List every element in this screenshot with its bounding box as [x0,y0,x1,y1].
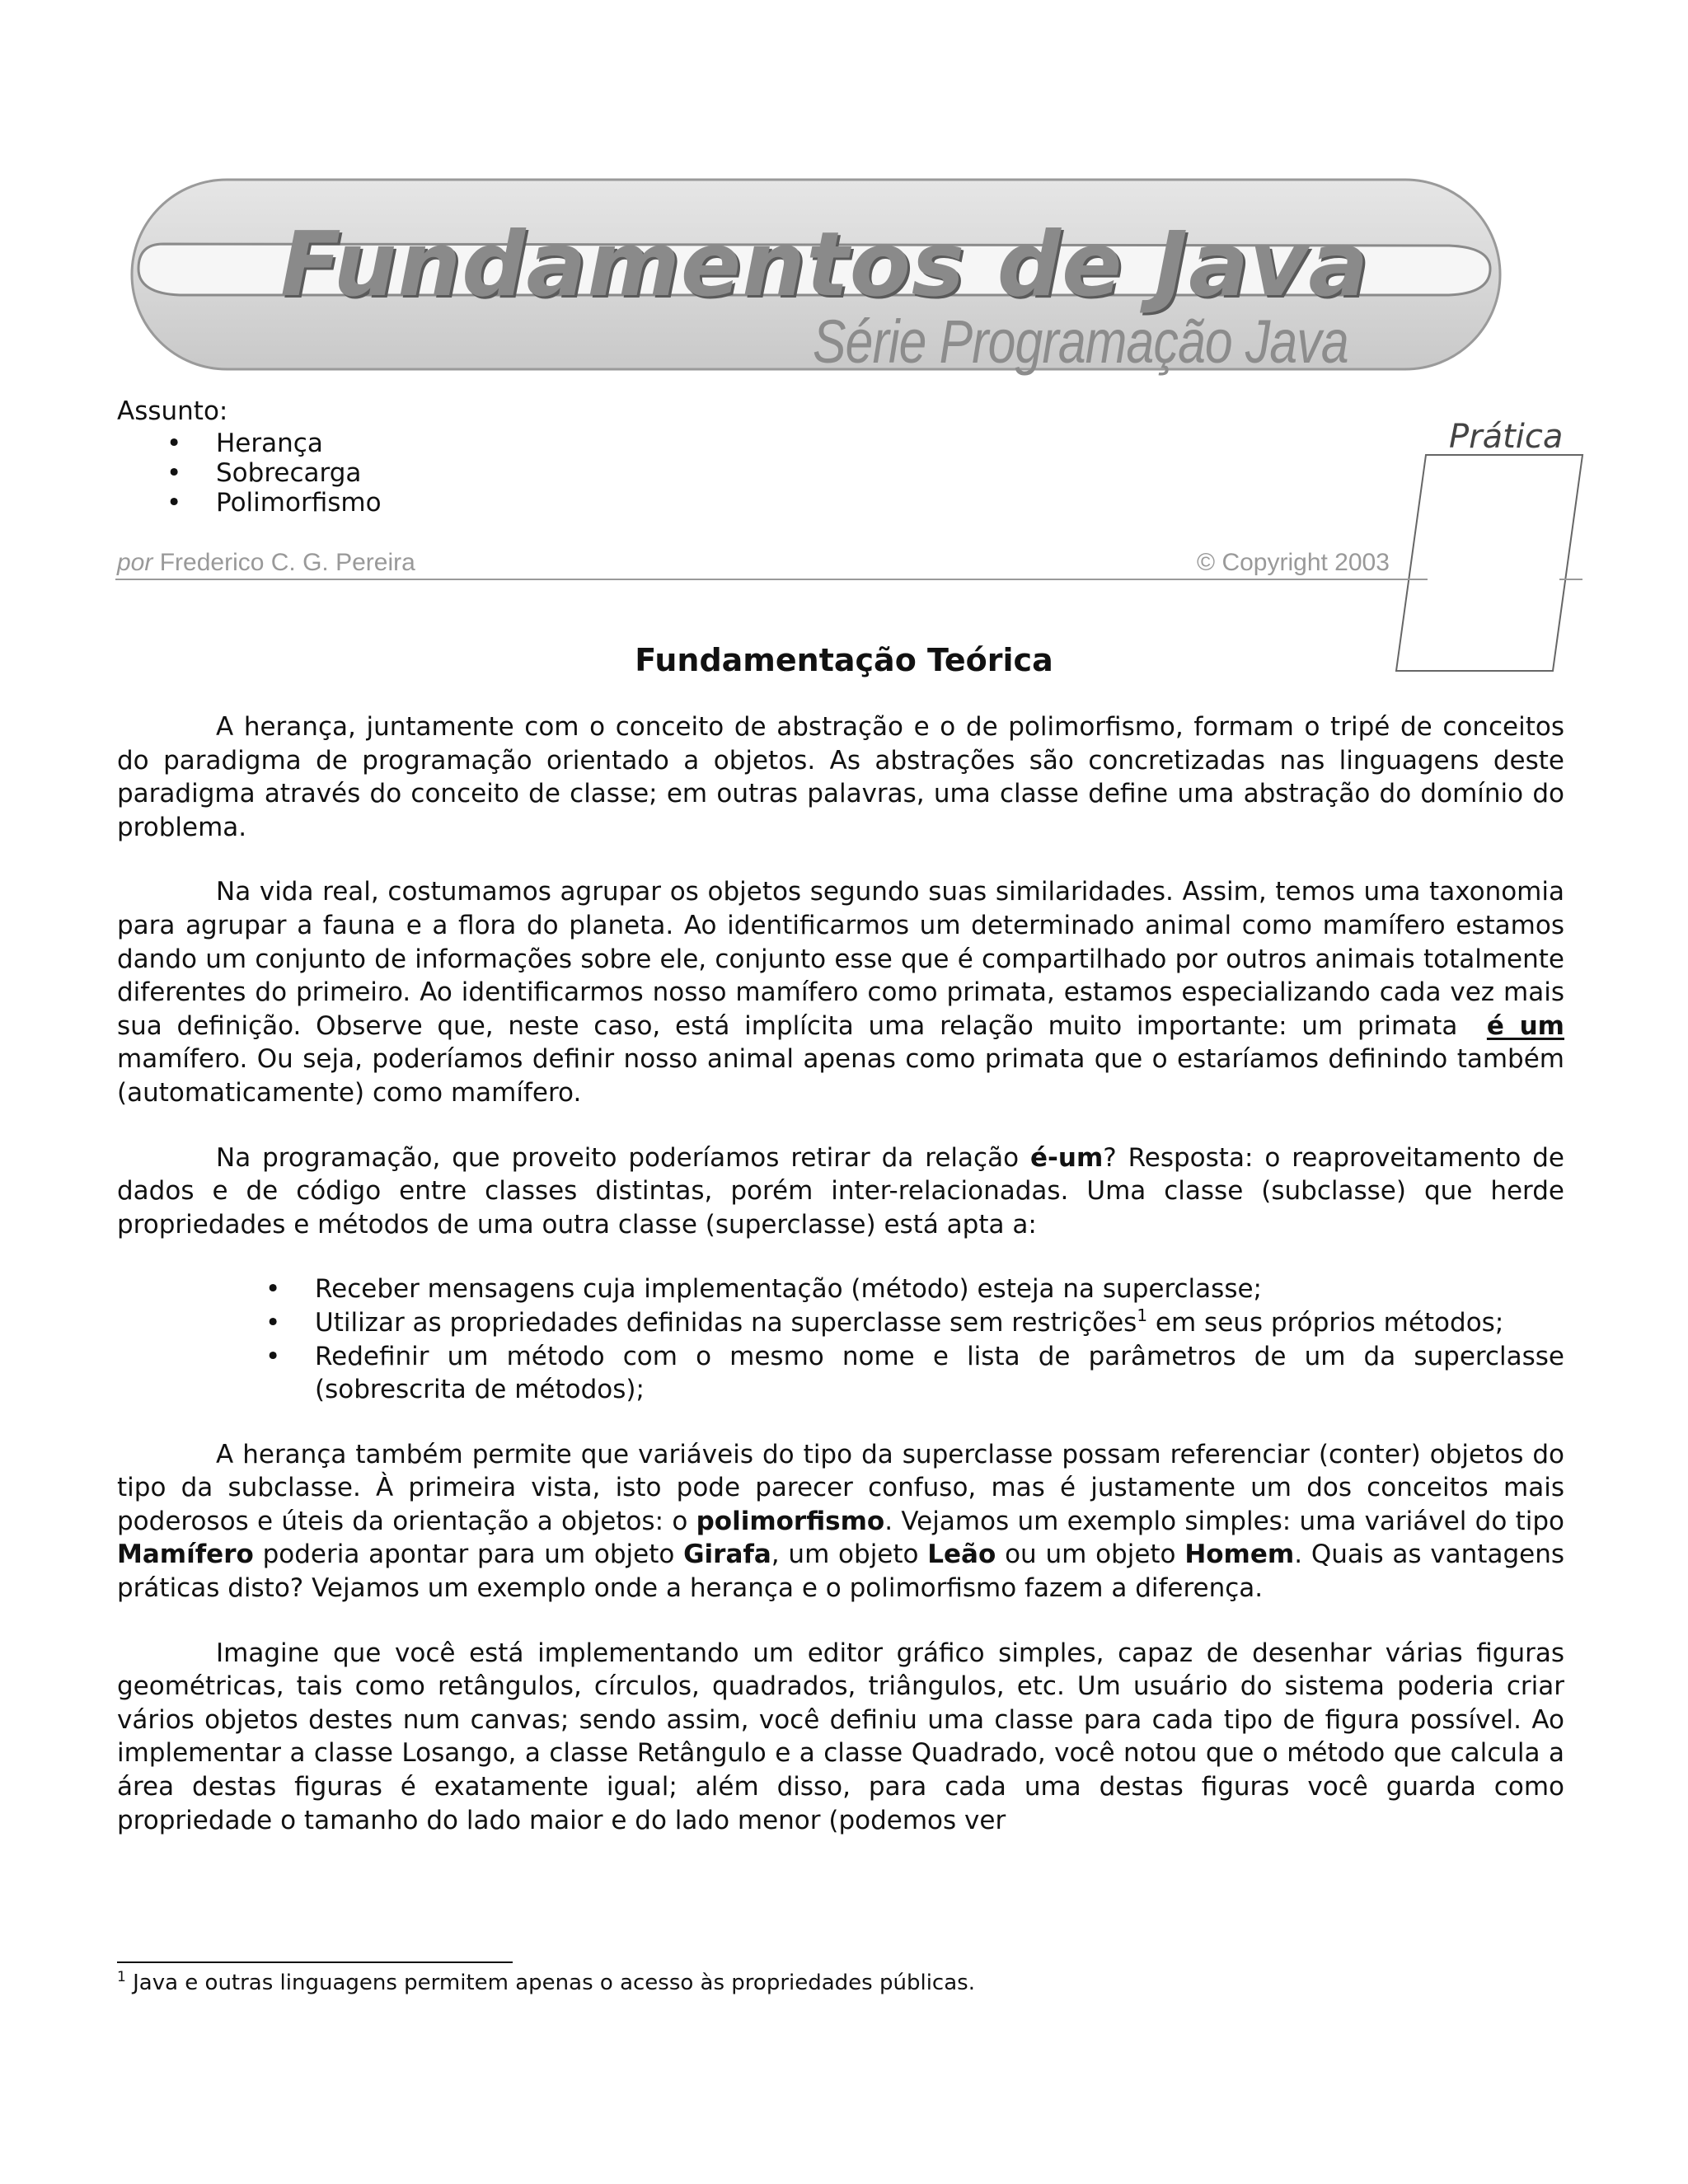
subject-item: • Herança [162,429,382,458]
paragraph: Na vida real, costumamos agrupar os objetos segundo suas similaridades. Assim, temos uma taxonomia para agrupar a fauna e a flora do planeta. Ao identificarmos um determinado animal como mamífero estamos dando um conjunto de informações sobre ele, conjunto esse que é compartilhado por outros animais totalmente diferentes do primeiro. Ao identificarmos nosso mamífero como primata, estamos especializando cada vez mais sua definição. Observe que, neste caso, está implícita uma relação muito importante: um primata é um mamífero. Ou seja, poderíamos definir nosso animal apenas como primata que o estaríamos definindo também (automaticamente) como mamífero. [117,877,1564,1108]
emphasis-e-um-2: é-um [1029,1142,1104,1173]
paragraph: Na programação, que proveito poderíamos retirar da relação é-um? Resposta: o reaproveitamento de dados e de código entre classes distintas, porém inter-relacionadas. Uma classe (subclasse) que herde propriedades e métodos de uma outra classe (superclasse) está apta a: [117,1142,1564,1240]
subject-item: • Polimorfismo [162,488,382,518]
footnote-rule [117,1961,513,1963]
author-prefix: por [117,549,153,576]
capabilities-list [117,1272,1564,1406]
author-line [117,551,415,575]
pratica-label: Prática [1449,418,1564,456]
subject-list [162,429,382,518]
section-title: Fundamentação Teórica [635,642,1053,678]
subject-item: • Sobrecarga [162,458,382,488]
header-rule-end [1559,579,1582,580]
author-name: Frederico C. G. Pereira [159,549,415,576]
banner-subtitle: Série Programação Java [813,307,1348,376]
emphasis-e-um: é um [1486,1010,1564,1041]
paragraph: Imagine que você está implementando um editor gráfico simples, capaz de desenhar várias figuras geométricas, tais como retângulos, círculos, quadrados, triângulos, etc. Um usuário do sistema poderia criar vários objetos destes num canvas; sendo assim, você definiu uma classe para cada tipo de figura possível. Ao implementar a classe Losango, a classe Retângulo e a classe Quadrado, você notou que o método que calcula a área destas figuras é exatamente igual; além disso, para cada uma destas figuras você guarda como propriedade o tamanho do lado maior e do lado menor (podemos ver [117,1638,1564,1835]
parallelogram-shape [1393,452,1584,674]
footnote-text: Java e outras linguagens permitem apenas o acesso às propriedades públicas. [133,1971,975,1995]
list-item: • Receber mensagens cuja implementação (método) esteja na superclasse; [117,1272,1564,1306]
paragraph: A herança, juntamente com o conceito de abstração e o de polimorfismo, formam o tripé de conceitos do paradigma de programação orientado a objetos. As abstrações são concretizadas nas linguagens deste paradigma através do conceito de classe; em outras palavras, uma classe define uma abstração do domínio do problema. [117,712,1564,842]
body-text [117,710,1564,1837]
list-item: • Redefinir um método com o mesmo nome e lista de parâmetros de um da superclasse (sobrescrita de métodos); [117,1340,1564,1407]
subject-label: Assunto: [117,396,228,426]
footnote [117,1970,975,1998]
copyright: © Copyright 2003 [1197,549,1390,576]
paragraph: A herança também permite que variáveis do tipo da superclasse possam referenciar (conter) objetos do tipo da subclasse. À primeira vista, isto pode parecer confuso, mas é justamente um dos conceitos mais poderosos e úteis da orientação a objetos: o polimorfismo. Vejamos um exemplo simples: uma variável do tipo Mamífero poderia apontar para um objeto Girafa, um objeto Leão ou um objeto Homem. Quais as vantagens práticas disto? Vejamos um exemplo onde a herança e o polimorfismo fazem a diferença. [117,1439,1565,1604]
header-rule [115,579,1428,580]
list-item: • Utilizar as propriedades definidas na superclasse sem restrições$^1$ em seus próprios métodos; [117,1306,1564,1340]
footnote-mark: 1 [117,1969,126,1985]
footnote-ref: 1 [1137,1305,1148,1325]
banner-title: Fundamentos de Java [280,213,1370,316]
